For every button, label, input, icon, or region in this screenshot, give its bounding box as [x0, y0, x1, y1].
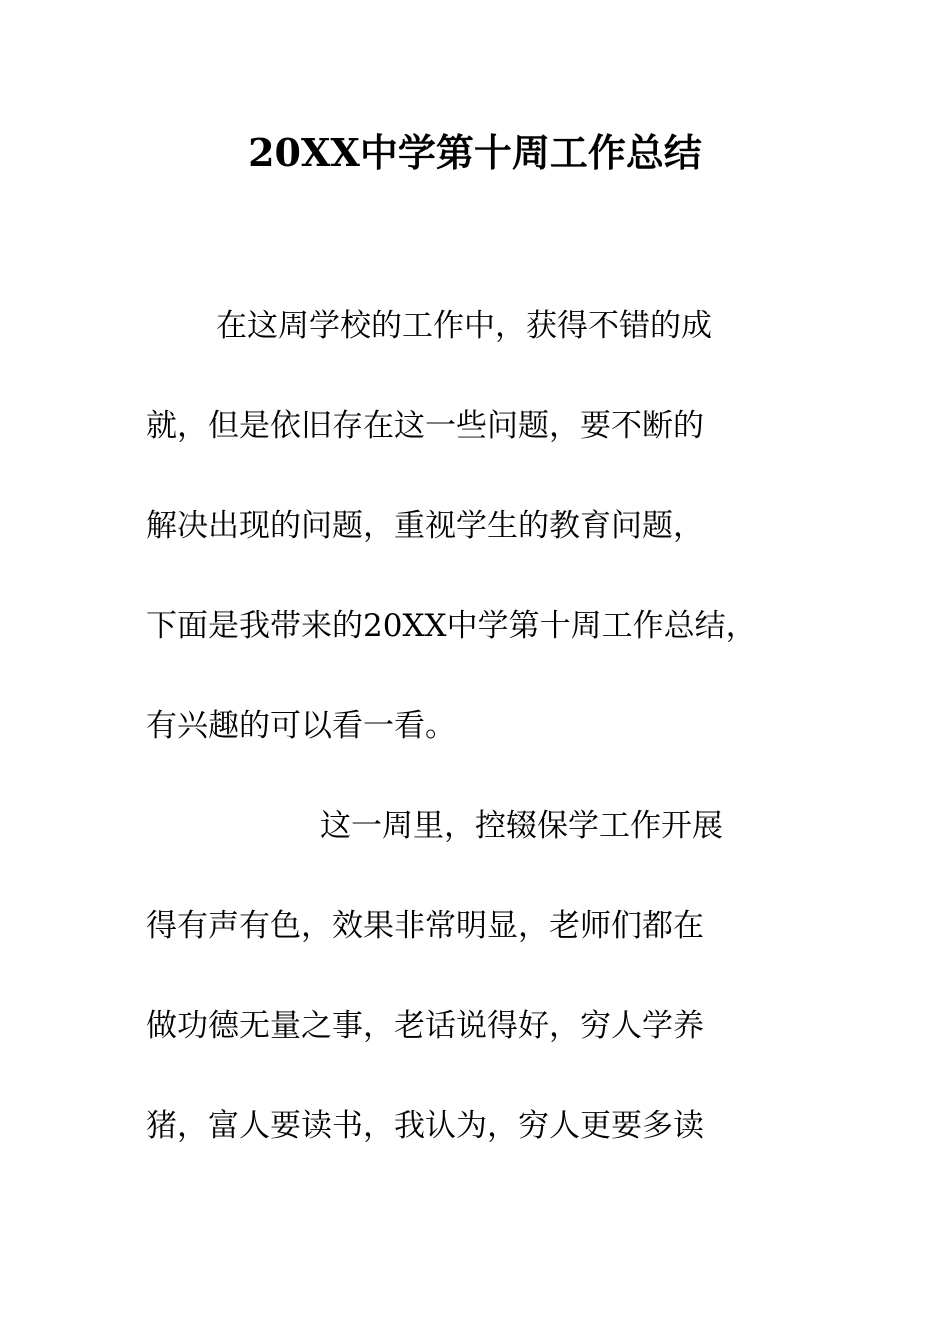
paragraph-line: 猪，富人要读书，我认为，穷人更要多读 [146, 1108, 704, 1144]
paragraph-line: 下面是我带来的20XX中学第十周工作总结， [146, 608, 757, 644]
paragraph-line: 这一周里，控辍保学工作开展 [320, 808, 723, 844]
paragraph-line: 就，但是依旧存在这一些问题，要不断的 [146, 408, 704, 444]
paragraph-line: 有兴趣的可以看一看。 [146, 708, 456, 744]
paragraph-line: 解决出现的问题，重视学生的教育问题， [146, 508, 704, 544]
document-title: 20XX中学第十周工作总结 [248, 130, 702, 175]
paragraph-line: 做功德无量之事，老话说得好，穷人学养 [146, 1008, 704, 1044]
paragraph-line: 在这周学校的工作中，获得不错的成 [216, 308, 712, 344]
paragraph-line: 得有声有色，效果非常明显，老师们都在 [146, 908, 704, 944]
